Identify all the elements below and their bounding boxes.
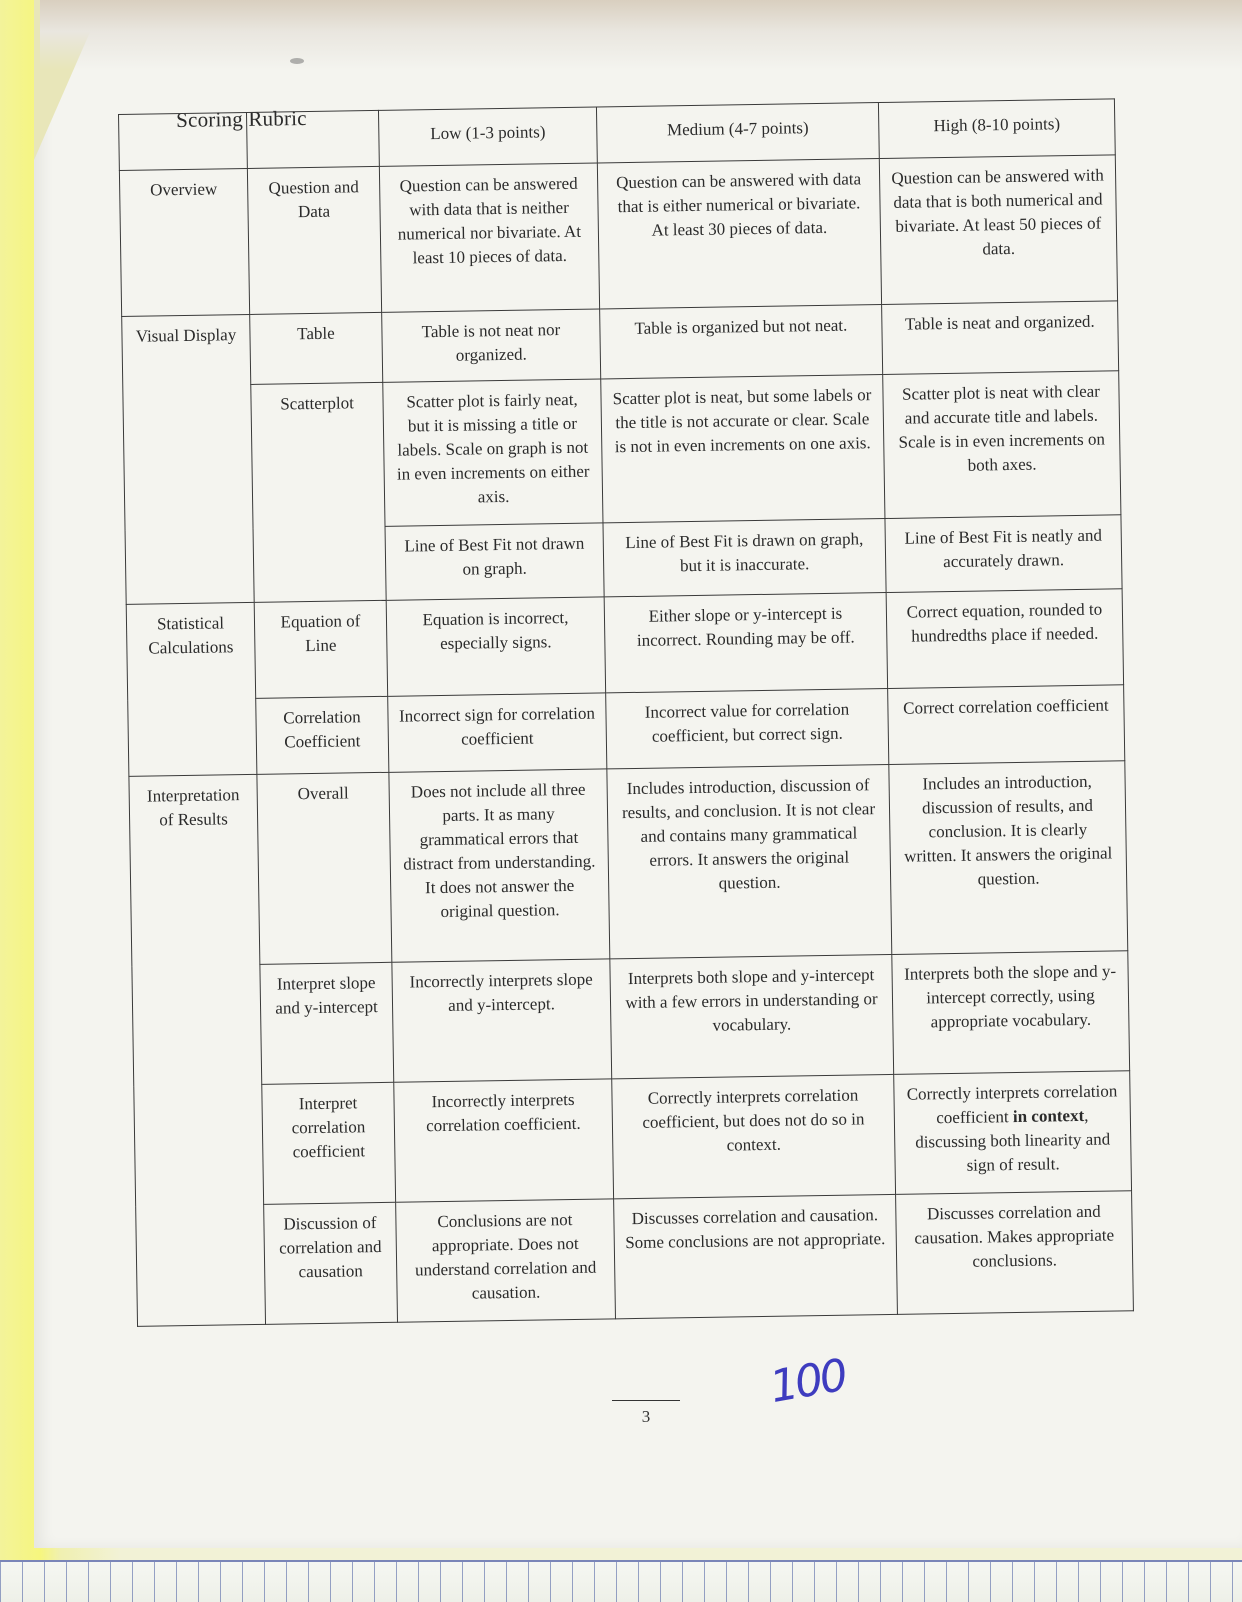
header-high: High (8-10 points) — [878, 99, 1115, 159]
header-medium: Medium (4-7 points) — [596, 103, 879, 163]
high-cell: Scatter plot is neat with clear and accurate title and labels. Scale is in even increments on both axes. — [883, 371, 1121, 519]
table-row — [129, 761, 1128, 967]
high-cell: Includes an introduction, discussion of results, and conclusion. It is clearly written. It answers the original question. — [889, 761, 1128, 955]
medium-cell: Discusses correlation and causation. Some conclusions are not appropriate. — [614, 1194, 898, 1318]
table-row — [123, 371, 1121, 531]
category-cell: Statistical Calculations — [126, 602, 257, 776]
high-cell: Line of Best Fit is neatly and accurately drawn. — [885, 515, 1122, 593]
low-cell: Incorrectly interprets correlation coefficient. — [394, 1079, 614, 1202]
high-text-bold: in context — [1012, 1105, 1085, 1127]
criterion-cell: Table — [250, 312, 383, 384]
category-cell: Visual Display — [122, 314, 255, 604]
header-criterion — [246, 110, 379, 168]
high-cell — [894, 1071, 1132, 1195]
high-text-pre: Correctly interprets correlation coefficient — [906, 1081, 1118, 1128]
low-cell: Table is not neat nor organized. — [382, 309, 601, 382]
medium-cell: Incorrect value for correlation coefficient, but correct sign. — [606, 688, 889, 768]
high-cell: Question can be answered with data that is both numerical and bivariate. At least 50 pieces of data. — [879, 155, 1117, 305]
category-cell: Interpretation of Results — [129, 774, 266, 1326]
medium-cell: Table is organized but not neat. — [600, 305, 883, 379]
rubric-table — [118, 98, 1134, 1327]
criterion-cell: Interpret correlation coefficient — [262, 1082, 396, 1204]
header-category — [119, 112, 248, 170]
criterion-cell: Interpret slope and y-intercept — [260, 962, 394, 1084]
low-cell: Scatter plot is fairly neat, but it is missing a title or labels. Scale on graph is not in even increments on either axis. — [383, 379, 603, 526]
low-cell: Incorrect sign for correlation coefficient — [388, 693, 607, 772]
criterion-cell: Scatterplot — [251, 382, 386, 602]
graph-paper-strip — [0, 1560, 1242, 1602]
high-text-post: , discussing both linearity and sign of result. — [915, 1105, 1111, 1175]
header-low: Low (1-3 points) — [378, 107, 597, 166]
medium-cell: Either slope or y-intercept is incorrect. Rounding may be off. — [604, 592, 887, 692]
criterion-cell: Correlation Coefficient — [256, 696, 389, 774]
table-row — [119, 155, 1117, 317]
low-cell: Does not include all three parts. It as many grammatical errors that distract from understanding. It does not answer the original question. — [389, 769, 610, 962]
table-row — [136, 1191, 1134, 1327]
punch-mark — [290, 58, 304, 64]
criterion-cell: Discussion of correlation and causation — [264, 1202, 398, 1324]
medium-cell: Correctly interprets correlation coefficient, but does not do so in context. — [612, 1074, 896, 1198]
medium-cell: Includes introduction, discussion of results, and conclusion. It is not clear and contains many grammatical errors. It answers the original question. — [607, 764, 892, 958]
page-title: Scoring Rubric — [176, 105, 307, 132]
criterion-cell: Overall — [257, 772, 392, 964]
medium-cell: Interprets both slope and y-intercept with a few errors in understanding or vocabulary. — [610, 954, 894, 1078]
high-cell: Correct equation, rounded to hundredths place if needed. — [886, 589, 1123, 689]
medium-cell: Scatter plot is neat, but some labels or the title is not accurate or clear. Scale is not in even increments on one axis. — [601, 375, 885, 523]
criterion-cell: Equation of Line — [254, 600, 387, 698]
medium-cell: Question can be answered with data that is either numerical or bivariate. At least 30 pieces of data. — [597, 159, 881, 309]
high-cell: Table is neat and organized. — [882, 301, 1119, 375]
low-cell: Equation is incorrect, especially signs. — [386, 597, 605, 696]
low-cell: Incorrectly interprets slope and y-intercept. — [392, 959, 612, 1082]
table-row — [132, 951, 1130, 1087]
criterion-cell: Question and Data — [247, 166, 381, 314]
handwritten-score: 100 — [766, 1349, 849, 1414]
page-number: 3 — [612, 1400, 680, 1427]
low-cell: Line of Best Fit not drawn on graph. — [385, 523, 604, 600]
high-cell: Discusses correlation and causation. Makes appropriate conclusions. — [896, 1191, 1134, 1315]
table-row — [126, 589, 1123, 701]
table-row — [134, 1071, 1132, 1207]
high-cell: Interprets both the slope and y-intercept correctly, using appropriate vocabulary. — [892, 951, 1130, 1075]
high-cell: Correct correlation coefficient — [888, 685, 1125, 765]
low-cell: Question can be answered with data that is neither numerical nor bivariate. At least 10 pieces of data. — [379, 163, 599, 312]
top-shadow — [40, 0, 1242, 70]
category-cell: Overview — [119, 168, 249, 316]
rubric-table-wrapper — [118, 98, 1134, 1327]
medium-cell: Line of Best Fit is drawn on graph, but it is inaccurate. — [603, 519, 886, 597]
low-cell: Conclusions are not appropriate. Does not understand correlation and causation. — [396, 1199, 616, 1322]
